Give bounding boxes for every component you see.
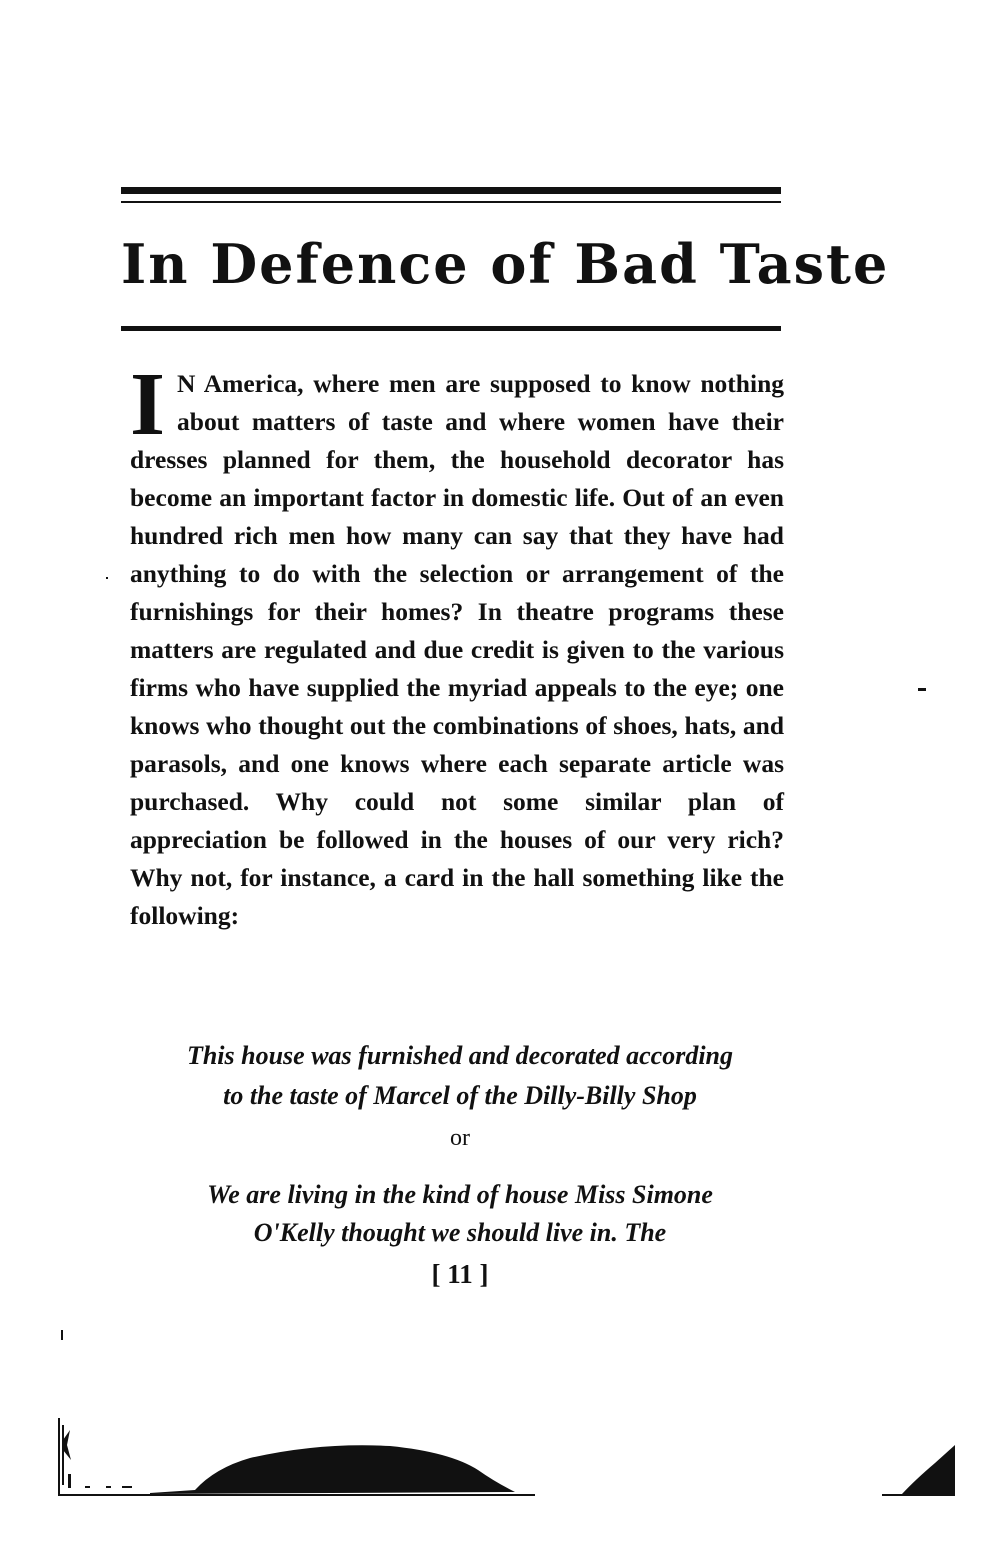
quote-one-line-one: This house was furnished and decorated according bbox=[186, 1041, 734, 1070]
bottom-center-blot bbox=[150, 1445, 515, 1494]
bottom-right-blot bbox=[882, 1445, 955, 1495]
or-separator: or bbox=[450, 1125, 470, 1151]
drop-cap: I bbox=[130, 355, 166, 454]
page-number: [ 11 ] bbox=[431, 1259, 489, 1289]
quote-one-line-two: to the taste of Marcel of the Dilly-Billy Shop bbox=[223, 1081, 697, 1110]
quote-two-line-two: O'Kelly thought we should live in. The bbox=[253, 1218, 667, 1247]
paragraph-text: N America, where men are supposed to know nothing about matters of taste and where women have their dresses planned for them, the household decorator has become an important factor in domestic life. Out of an even hundred rich men how many can say that they have had anything to do with the selection or arrangement of the furnishings for their homes? In theatre programs these matters are regulated and due credit is given to the various firms who have supplied the myriad appeals to the eye; one knows who thought out the combinations of shoes, hats, and parasols, and one knows where each separate article was purchased. Why could not some similar plan of appreciation be followed in the houses of our very rich? Why not, for instance, a card in the hall something like the following: bbox=[130, 369, 784, 930]
chapter-title: In Defence of Bad Taste bbox=[121, 232, 890, 296]
quote-two-line-one: We are living in the kind of house Miss Simone bbox=[207, 1180, 713, 1209]
